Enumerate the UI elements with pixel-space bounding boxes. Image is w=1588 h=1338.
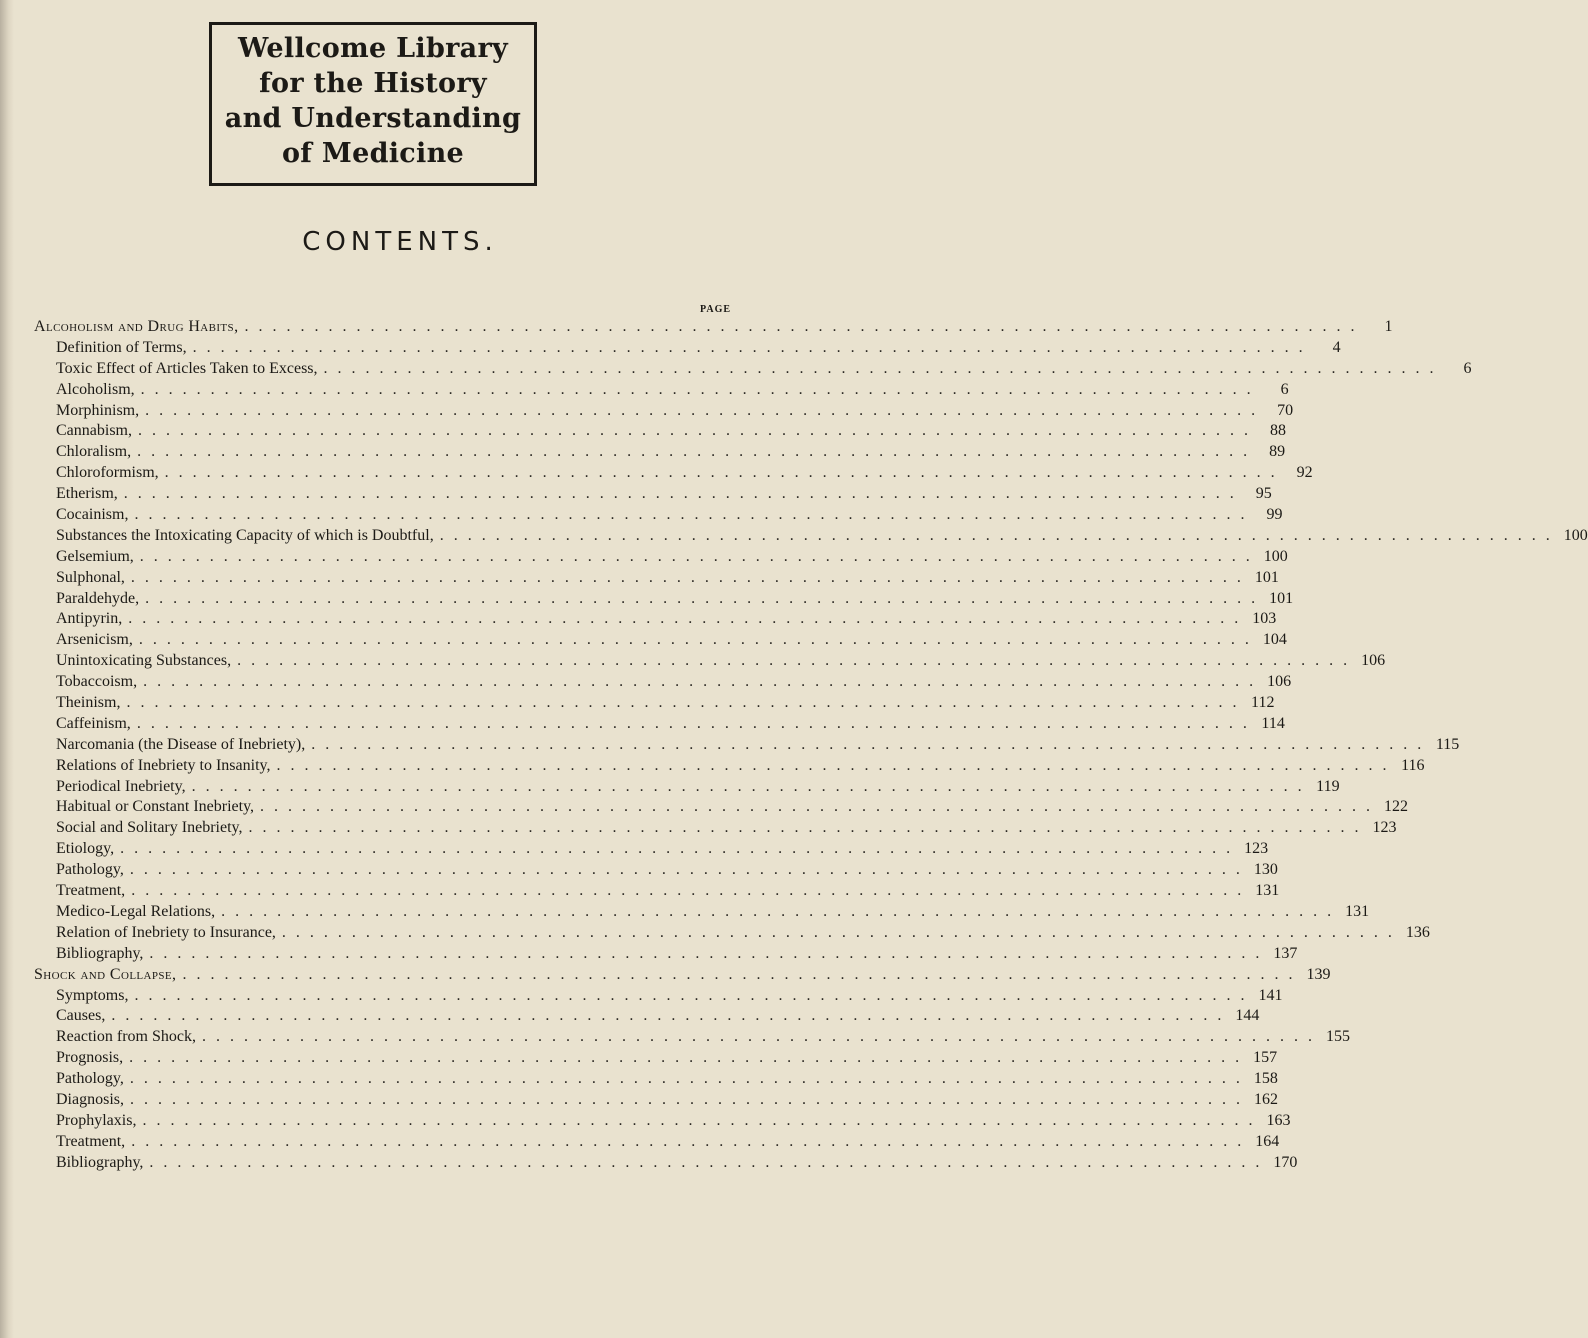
dot-leader: ................................................................................ (134, 506, 1255, 524)
toc-page-number: 144 (1235, 1007, 1260, 1025)
toc-page-number: 122 (1384, 798, 1409, 816)
toc-page-number: 89 (1269, 443, 1286, 461)
toc-entry-label: Bibliography, (56, 944, 144, 962)
toc-entry (34, 631, 1287, 652)
toc-entry-label: Narcomania (the Disease of Inebriety), (56, 735, 306, 753)
toc-page-number: 112 (1251, 694, 1275, 712)
toc-entry (34, 610, 1277, 631)
dot-leader: ................................................................................ (192, 338, 1313, 356)
dot-leader: ................................................................................ (131, 1132, 1252, 1150)
toc-entry-label: Treatment, (56, 1132, 126, 1150)
toc-page-number: 139 (1306, 965, 1331, 983)
table-of-contents (34, 318, 1588, 1175)
toc-entry-label: Toxic Effect of Articles Taken to Excess, (56, 359, 318, 377)
toc-entry (34, 401, 1294, 423)
toc-section-entry (34, 965, 1331, 987)
dot-leader: ................................................................................ (201, 1028, 1322, 1046)
toc-page-number: 4 (1332, 338, 1341, 356)
toc-entry (34, 777, 1340, 799)
stamp-line: Wellcome Library (238, 33, 508, 64)
toc-page-number: 123 (1372, 819, 1397, 837)
toc-page-number: 155 (1325, 1028, 1350, 1046)
toc-entry (34, 882, 1280, 903)
toc-page-number: 70 (1277, 401, 1294, 419)
toc-entry-label: Habitual or Constant Inebriety, (56, 798, 255, 816)
toc-entry-label: Diagnosis, (56, 1090, 124, 1108)
dot-leader: ................................................................................ (145, 401, 1266, 419)
toc-entry-label: Chloroformism, (56, 464, 159, 482)
dot-leader: ................................................................................ (138, 422, 1258, 440)
toc-page-number: 164 (1255, 1132, 1280, 1150)
dot-leader: ................................................................................ (143, 673, 1264, 691)
toc-page-number: 103 (1252, 610, 1277, 628)
toc-page-number: 170 (1273, 1153, 1298, 1171)
toc-entry-label: Pathology, (56, 1070, 124, 1088)
toc-entry-label: Etherism, (56, 485, 118, 503)
toc-entry-label: Morphinism, (56, 401, 140, 419)
stamp-line: for the History (259, 68, 487, 99)
toc-entry (34, 923, 1430, 945)
dot-leader: ................................................................................ (111, 1007, 1232, 1025)
toc-entry-label: Theinism, (56, 694, 121, 712)
toc-page-number: 131 (1255, 882, 1280, 900)
dot-leader: ................................................................................ (221, 902, 1342, 920)
dot-leader: ................................................................................ (439, 526, 1560, 544)
dot-leader: ................................................................................ (140, 380, 1261, 398)
toc-entry-label: Causes, (56, 1007, 106, 1025)
toc-entry-label: Bibliography, (56, 1153, 144, 1171)
dot-leader: ................................................................................ (136, 714, 1257, 732)
toc-page-number: 136 (1405, 923, 1430, 941)
toc-entry-label: Periodical Inebriety, (56, 777, 186, 795)
toc-entry (34, 819, 1397, 840)
toc-entry (34, 1049, 1278, 1070)
toc-entry-label: Shock and Collapse, (34, 965, 177, 983)
toc-page-number: 115 (1435, 735, 1460, 753)
toc-entry (34, 526, 1588, 548)
toc-entry (34, 798, 1409, 819)
toc-entry (34, 568, 1279, 590)
toc-entry-label: Etiology, (56, 840, 115, 858)
toc-entry-label: Chloralism, (56, 443, 132, 461)
dot-leader: ................................................................................ (248, 819, 1369, 837)
toc-entry (34, 443, 1286, 464)
dot-leader: ................................................................................ (134, 986, 1255, 1004)
toc-entry-label: Treatment, (56, 882, 126, 900)
toc-page-number: 162 (1254, 1090, 1278, 1108)
dot-leader: ................................................................................ (138, 631, 1259, 649)
toc-entry-label: Cocainism, (56, 506, 129, 524)
toc-entry (34, 694, 1275, 715)
toc-entry-label: Medico-Legal Relations, (56, 902, 216, 920)
toc-entry (34, 380, 1289, 402)
toc-entry (34, 1111, 1291, 1133)
dot-leader: ................................................................................ (281, 923, 1402, 941)
dot-leader: ................................................................................ (129, 861, 1250, 879)
toc-page-number: 99 (1266, 506, 1283, 524)
toc-page-number: 130 (1253, 861, 1278, 879)
dot-leader: ................................................................................ (137, 443, 1258, 461)
toc-page-number: 158 (1253, 1070, 1278, 1088)
dot-leader: ................................................................................ (323, 359, 1444, 377)
dot-leader: ................................................................................ (120, 840, 1241, 858)
toc-page-number: 100 (1263, 547, 1288, 565)
toc-page-number: 119 (1316, 777, 1340, 795)
toc-entry (34, 1153, 1298, 1175)
toc-page-number: 6 (1463, 359, 1472, 377)
toc-page-number: 101 (1269, 589, 1294, 607)
stamp-line: and Understanding (224, 103, 522, 134)
toc-entry-label: Reaction from Shock, (56, 1028, 196, 1046)
toc-entry-label: Alcoholism, (56, 380, 135, 398)
toc-entry-label: Antipyrin, (56, 610, 123, 628)
toc-page-number: 100 (1563, 526, 1588, 544)
toc-entry (34, 714, 1285, 736)
toc-entry (34, 1090, 1278, 1112)
toc-page-number: 131 (1345, 902, 1370, 920)
toc-entry-label: Paraldehyde, (56, 589, 140, 607)
toc-entry-label: Alcoholism and Drug Habits, (34, 318, 239, 335)
dot-leader: ................................................................................ (260, 798, 1381, 816)
toc-entry-label: Arsenicism, (56, 631, 133, 649)
toc-page-number: 123 (1244, 840, 1269, 858)
toc-entry (34, 944, 1298, 966)
toc-entry (34, 1007, 1260, 1028)
toc-entry (34, 422, 1286, 443)
toc-entry (34, 464, 1313, 485)
toc-entry (34, 1028, 1350, 1049)
dot-leader: ................................................................................ (131, 882, 1252, 900)
dot-leader: ................................................................................ (129, 1049, 1250, 1067)
dot-leader: ................................................................................ (130, 1090, 1250, 1108)
toc-page-number: 88 (1270, 422, 1286, 440)
dot-leader: ................................................................................ (126, 694, 1247, 712)
toc-entry (34, 506, 1283, 527)
toc-entry-label: Social and Solitary Inebriety, (56, 819, 243, 837)
toc-page-number: 92 (1296, 464, 1313, 482)
toc-page-number: 137 (1273, 944, 1298, 962)
toc-entry-label: Pathology, (56, 861, 124, 879)
toc-page-number: 106 (1361, 652, 1386, 670)
dot-leader: ................................................................................ (149, 944, 1270, 962)
toc-page-number: 141 (1258, 986, 1283, 1004)
toc-entry-label: Definition of Terms, (56, 338, 187, 356)
toc-entry (34, 756, 1425, 778)
dot-leader: ................................................................................ (142, 1111, 1263, 1129)
toc-entry (34, 861, 1278, 882)
dot-leader: ................................................................................ (164, 464, 1285, 482)
toc-entry (34, 840, 1269, 861)
toc-page-number: 163 (1266, 1111, 1291, 1129)
toc-section-entry (34, 318, 1393, 339)
toc-entry-label: Substances the Intoxicating Capacity of which is Doubtful, (56, 526, 434, 544)
dot-leader: ................................................................................ (130, 568, 1251, 586)
page-column-label: PAGE (700, 304, 732, 315)
stamp-line: of Medicine (281, 138, 465, 169)
toc-entry (34, 338, 1341, 360)
toc-page-number: 6 (1280, 380, 1289, 398)
dot-leader: ................................................................................ (149, 1153, 1270, 1171)
dot-leader: ................................................................................ (128, 610, 1249, 628)
toc-entry-label: Cannabism, (56, 422, 132, 440)
toc-entry-label: Gelsemium, (56, 547, 134, 565)
dot-leader: ................................................................................ (145, 589, 1266, 607)
toc-entry (34, 652, 1386, 673)
toc-entry-label: Tobaccoism, (56, 673, 138, 691)
toc-entry-label: Symptoms, (56, 986, 129, 1004)
toc-entry (34, 359, 1472, 381)
dot-leader: ................................................................................ (139, 547, 1260, 565)
toc-page-number: 116 (1401, 756, 1425, 774)
toc-entry (34, 1132, 1280, 1154)
toc-entry (34, 986, 1283, 1008)
page-edge-shadow (0, 0, 14, 1338)
toc-page-number: 157 (1253, 1049, 1278, 1067)
toc-entry-label: Relation of Inebriety to Insurance, (56, 923, 276, 941)
toc-page-number: 1 (1384, 318, 1393, 335)
page-title: CONTENTS. (302, 227, 498, 257)
dot-leader: ................................................................................ (244, 318, 1365, 335)
toc-page-number: 104 (1262, 631, 1287, 649)
toc-entry-label: Relations of Inebriety to Insanity, (56, 756, 271, 774)
toc-entry (34, 902, 1370, 924)
dot-leader: ................................................................................ (276, 756, 1397, 774)
dot-leader: ................................................................................ (123, 485, 1244, 503)
toc-entry (34, 673, 1292, 694)
dot-leader: ................................................................................ (237, 652, 1358, 670)
dot-leader: ................................................................................ (191, 777, 1312, 795)
toc-entry-label: Prophylaxis, (56, 1111, 137, 1129)
toc-entry-label: Caffeinism, (56, 714, 131, 732)
toc-page-number: 114 (1261, 714, 1285, 732)
dot-leader: ................................................................................ (311, 735, 1432, 753)
toc-entry-label: Sulphonal, (56, 568, 125, 586)
dot-leader: ................................................................................ (129, 1070, 1250, 1088)
dot-leader: ................................................................................ (182, 965, 1303, 983)
toc-entry (34, 485, 1272, 506)
toc-page-number: 106 (1267, 673, 1292, 691)
toc-page-number: 95 (1255, 485, 1272, 503)
toc-entry-label: Prognosis, (56, 1049, 124, 1067)
library-stamp (209, 22, 537, 186)
toc-entry-label: Unintoxicating Substances, (56, 652, 232, 670)
toc-entry (34, 1070, 1278, 1091)
toc-page-number: 101 (1254, 568, 1279, 586)
toc-entry (34, 547, 1288, 569)
toc-entry (34, 735, 1460, 757)
toc-entry (34, 589, 1294, 611)
